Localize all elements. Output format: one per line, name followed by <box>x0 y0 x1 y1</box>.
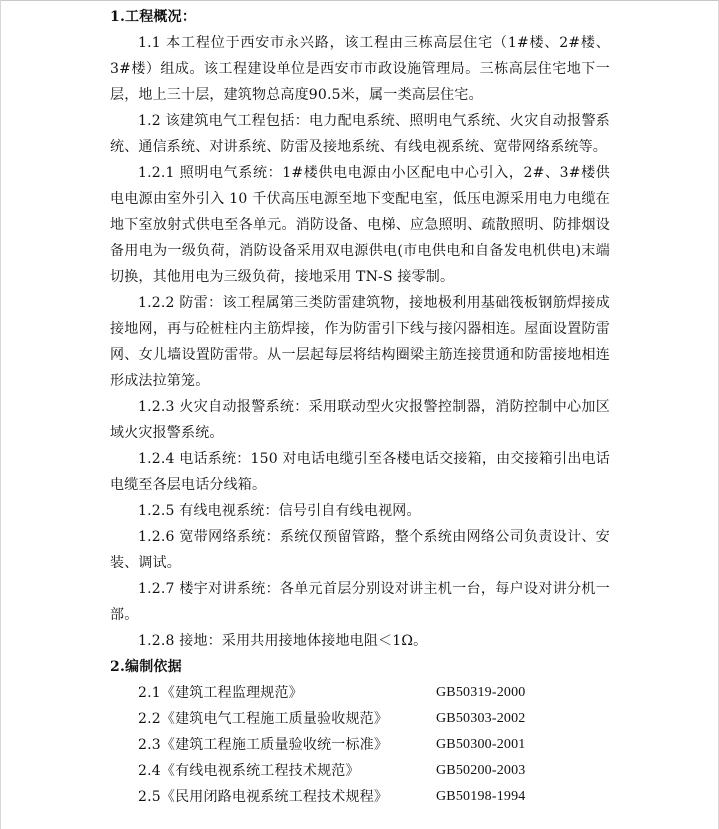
paragraph-1-2-6: 1.2.6 宽带网络系统：系统仅预留管路，整个系统由网络公司负责设计、安装、调试。 <box>110 529 610 571</box>
reference-title: 2.2《建筑电气工程施工质量验收规范》 <box>138 711 389 727</box>
reference-title: 2.5《民用闭路电视系统工程技术规程》 <box>138 789 389 805</box>
reference-code: GB50303-2002 <box>436 711 526 726</box>
reference-code: GB50319-2000 <box>436 685 526 700</box>
reference-code: GB50198-1994 <box>436 789 526 804</box>
reference-code: GB50300-2001 <box>436 737 526 752</box>
paragraph-1-2-4: 1.2.4 电话系统：150 对电话电缆引至各楼电话交接箱，由交接箱引出电话电缆至各层电话分线箱。 <box>110 451 610 493</box>
reference-row <box>110 784 610 810</box>
reference-row <box>110 680 610 706</box>
reference-code: GB50200-2003 <box>436 763 526 778</box>
reference-row <box>110 732 610 758</box>
section-2-heading: 2.编制依据 <box>110 659 182 675</box>
paragraph-1-2-1: 1.2.1 照明电气系统：1#楼供电电源由小区配电中心引入，2#、3#楼供电电源由室外引入 10 千伏高压电源至地下变配电室，低压电源采用电力电缆在地下室放射式供电至各单元。消防设备、电梯、应急照明、疏散照明、防排烟设备用电为一级负荷，消防设备采用双电源供电(市电供电和自备发电机供电)末端切换，其他用电为三级负荷，接地采用 TN-S 接零制。 <box>110 165 610 285</box>
document-body <box>110 4 610 810</box>
paragraph-1-2-7: 1.2.7 楼宇对讲系统：各单元首层分别设对讲主机一台，每户设对讲分机一部。 <box>110 581 610 623</box>
paragraph-1-2-2: 1.2.2 防雷：该工程属第三类防雷建筑物，接地极利用基础筏板钢筋焊接成接地网，再与砼桩柱内主筋焊接，作为防雷引下线与接闪器相连。屋面设置防雷网、女儿墙设置防雷带。从一层起每层将结构圈梁主筋连接贯通和防雷接地相连形成法拉第笼。 <box>110 295 610 389</box>
reference-title: 2.1《建筑工程监理规范》 <box>138 685 303 701</box>
reference-title: 2.3《建筑工程施工质量验收统一标准》 <box>138 737 389 753</box>
paragraph-1-2-5: 1.2.5 有线电视系统：信号引自有线电视网。 <box>138 503 421 519</box>
reference-row <box>110 706 610 732</box>
page-top-border <box>0 0 719 1</box>
paragraph-1-2-8: 1.2.8 接地：采用共用接地体接地电阻＜1Ω。 <box>138 633 428 649</box>
reference-title: 2.4《有线电视系统工程技术规范》 <box>138 763 360 779</box>
reference-row <box>110 758 610 784</box>
reference-list <box>110 680 610 810</box>
paragraph-1-2: 1.2 该建筑电气工程包括：电力配电系统、照明电气系统、火灾自动报警系统、通信系统、对讲系统、防雷及接地系统、有线电视系统、宽带网络系统等。 <box>110 113 610 155</box>
paragraph-1-1: 1.1 本工程位于西安市永兴路，该工程由三栋高层住宅（1#楼、2#楼、3#楼）组成。该工程建设单位是西安市市政设施管理局。三栋高层住宅地下一层，地上三十层，建筑物总高度90.5米，属一类高层住宅。 <box>110 35 610 103</box>
page-left-border <box>0 0 1 829</box>
paragraph-1-2-3: 1.2.3 火灾自动报警系统：采用联动型火灾报警控制器，消防控制中心加区域火灾报警系统。 <box>110 399 610 441</box>
section-1-heading: 1.工程概况： <box>110 9 197 25</box>
